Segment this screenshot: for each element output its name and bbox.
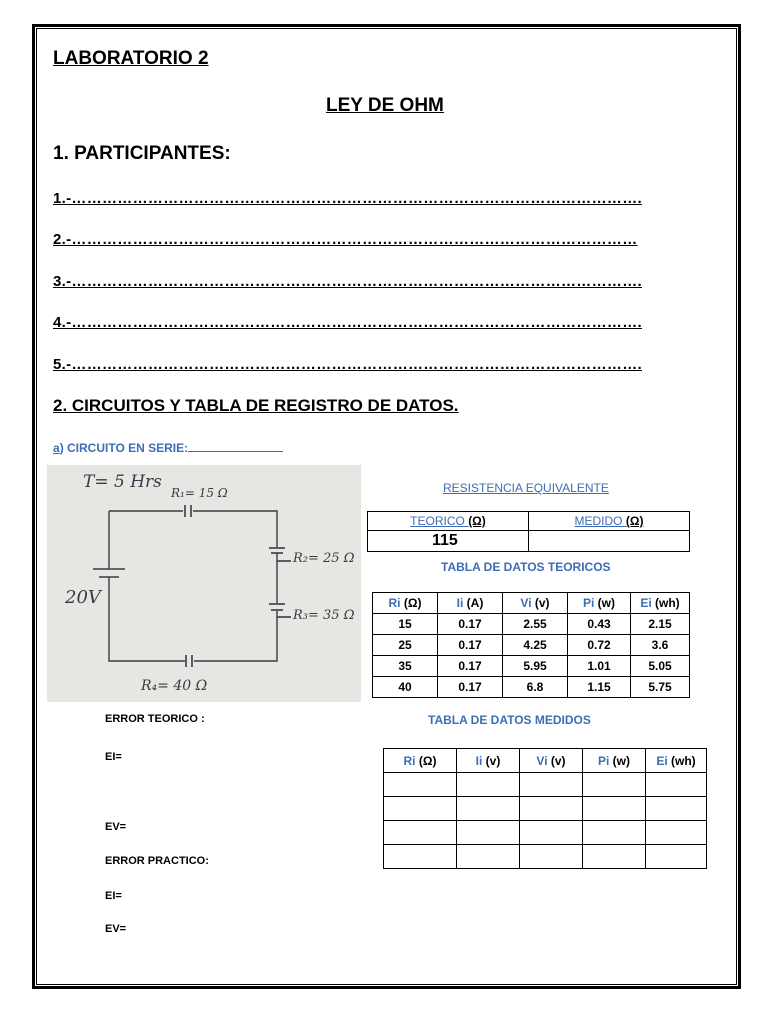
serie-label-text: ) CIRCUITO EN SERIE:	[59, 441, 189, 455]
measured-table	[383, 748, 707, 869]
meas-header-r: Ri (Ω)	[384, 749, 457, 773]
theoretical-cell: 3.6	[631, 635, 690, 656]
serie-circuit-label	[53, 441, 283, 455]
measured-cell[interactable]	[457, 773, 520, 797]
equivalent-caption: RESISTENCIA EQUIVALENTE	[443, 481, 609, 495]
theoretical-body	[373, 614, 690, 698]
participant-line-1: 1.-………………………………………………………………………………………………….	[53, 190, 642, 207]
theoretical-cell: 2.15	[631, 614, 690, 635]
theo-header-v: Vi (v)	[503, 593, 568, 614]
measured-cell[interactable]	[384, 821, 457, 845]
measured-row	[384, 797, 707, 821]
equivalent-header-row	[368, 512, 690, 531]
theoretical-cell: 40	[373, 677, 438, 698]
meas-header-v: Vi (v)	[520, 749, 583, 773]
measured-cell[interactable]	[520, 773, 583, 797]
measured-cell[interactable]	[646, 797, 707, 821]
theoretical-table	[372, 592, 690, 698]
theoretical-cell: 0.43	[568, 614, 631, 635]
error-teorico-ev: EV=	[105, 821, 127, 833]
measured-cell[interactable]	[646, 821, 707, 845]
r1-label: R₁= 15 Ω	[171, 486, 228, 500]
measured-cell[interactable]	[520, 845, 583, 869]
theo-header-i: Ii (A)	[438, 593, 503, 614]
theoretical-cell: 35	[373, 656, 438, 677]
measured-cell[interactable]	[646, 845, 707, 869]
participant-line-4: 4.-………………………………………………………………………………………………….	[53, 314, 642, 331]
equivalent-teorico-header	[368, 512, 529, 531]
participant-line-5: 5.-………………………………………………………………………………………………….	[53, 356, 642, 373]
measured-cell[interactable]	[583, 773, 646, 797]
theoretical-cell: 0.17	[438, 614, 503, 635]
measured-row	[384, 821, 707, 845]
theoretical-cell: 6.8	[503, 677, 568, 698]
circuit-drawing	[47, 465, 361, 702]
meas-header-i: Ii (v)	[457, 749, 520, 773]
theoretical-cell: 0.17	[438, 635, 503, 656]
measured-cell[interactable]	[384, 797, 457, 821]
medido-label: MEDIDO	[574, 514, 626, 528]
measured-cell[interactable]	[457, 797, 520, 821]
measured-cell[interactable]	[457, 845, 520, 869]
participant-line-3: 3.-………………………………………………………………………………………………….	[53, 273, 642, 290]
measured-row	[384, 845, 707, 869]
theoretical-cell: 0.72	[568, 635, 631, 656]
serie-letter: a	[53, 441, 60, 455]
meas-header-p: Pi (w)	[583, 749, 646, 773]
measured-cell[interactable]	[457, 821, 520, 845]
time-label: T= 5 Hrs	[83, 472, 162, 492]
r3-label: R₃= 35 Ω	[293, 608, 355, 623]
equivalent-value-row	[368, 531, 690, 552]
measured-cell[interactable]	[384, 773, 457, 797]
lab-title: LABORATORIO 2	[53, 48, 209, 69]
teorico-value: 115	[368, 531, 529, 552]
participants-heading: 1. PARTICIPANTES:	[53, 143, 231, 164]
measured-header-row	[384, 749, 707, 773]
theoretical-cell: 5.95	[503, 656, 568, 677]
measured-cell[interactable]	[583, 797, 646, 821]
theoretical-cell: 0.17	[438, 677, 503, 698]
theoretical-cell: 5.05	[631, 656, 690, 677]
r2-label: R₂= 25 Ω	[293, 551, 355, 566]
theoretical-cell: 15	[373, 614, 438, 635]
equivalent-medido-header	[529, 512, 690, 531]
serie-blank	[188, 441, 283, 452]
theoretical-cell: 25	[373, 635, 438, 656]
error-practico-ei: EI=	[105, 890, 122, 902]
measured-cell[interactable]	[646, 773, 707, 797]
theoretical-cell: 1.01	[568, 656, 631, 677]
theoretical-row	[373, 614, 690, 635]
teorico-unit: (Ω)	[468, 514, 486, 528]
circuit-components	[93, 505, 291, 667]
theo-header-r: Ri (Ω)	[373, 593, 438, 614]
measured-table-caption: TABLA DE DATOS MEDIDOS	[428, 713, 591, 727]
theo-header-p: Pi (w)	[568, 593, 631, 614]
theoretical-row	[373, 656, 690, 677]
teorico-label: TEORICO	[410, 514, 469, 528]
circuit-photo	[47, 465, 361, 702]
r4-label: R₄= 40 Ω	[141, 678, 208, 694]
theoretical-cell: 5.75	[631, 677, 690, 698]
equivalent-table	[367, 511, 690, 552]
meas-header-e: Ei (wh)	[646, 749, 707, 773]
measured-cell[interactable]	[520, 797, 583, 821]
participant-line-2: 2.-…………………………………………………………………………………………………	[53, 231, 638, 248]
theoretical-header-row	[373, 593, 690, 614]
theoretical-cell: 4.25	[503, 635, 568, 656]
medido-unit: (Ω)	[625, 514, 644, 528]
theoretical-cell: 0.17	[438, 656, 503, 677]
error-teorico-label: ERROR TEORICO :	[105, 713, 205, 725]
voltage-label: 20V	[65, 587, 101, 608]
theoretical-row	[373, 677, 690, 698]
measured-cell[interactable]	[384, 845, 457, 869]
theoretical-table-caption: TABLA DE DATOS TEORICOS	[441, 560, 611, 574]
theoretical-cell: 1.15	[568, 677, 631, 698]
measured-row	[384, 773, 707, 797]
error-practico-label: ERROR PRACTICO:	[105, 855, 209, 867]
error-practico-ev: EV=	[105, 923, 127, 935]
circuit-wires	[109, 511, 277, 661]
theoretical-cell: 2.55	[503, 614, 568, 635]
theoretical-row	[373, 635, 690, 656]
lab-subtitle: LEY DE OHM	[326, 95, 444, 116]
measured-cell[interactable]	[520, 821, 583, 845]
section2-heading: 2. CIRCUITOS Y TABLA DE REGISTRO DE DATOS.	[53, 396, 459, 415]
theo-header-e: Ei (wh)	[631, 593, 690, 614]
measured-cell[interactable]	[583, 821, 646, 845]
medido-value	[529, 531, 690, 552]
error-teorico-ei: EI=	[105, 751, 122, 763]
measured-cell[interactable]	[583, 845, 646, 869]
